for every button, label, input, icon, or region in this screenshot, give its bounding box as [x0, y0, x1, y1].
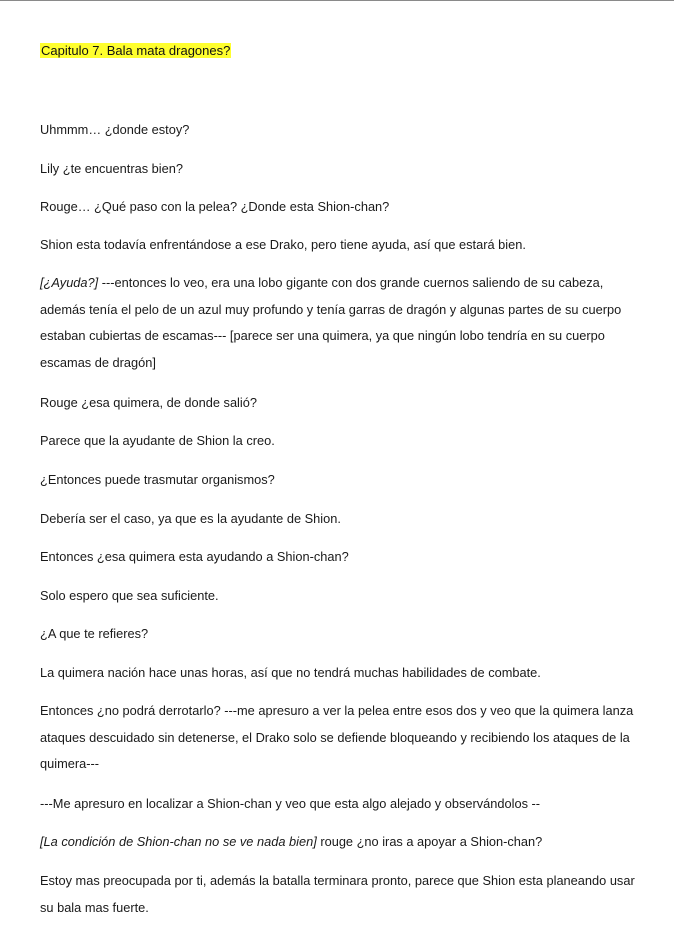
paragraph-8	[40, 467, 640, 494]
page-top-border	[0, 0, 674, 1]
paragraph-9	[40, 506, 640, 533]
paragraph-italic-text: [¿Ayuda?]	[40, 275, 99, 290]
paragraph-4	[40, 232, 640, 259]
paragraph-text: Parece que la ayudante de Shion la creo.	[40, 433, 275, 448]
paragraph-text: ---entonces lo veo, era una lobo gigante con dos grande cuernos saliendo de su cabeza, además tenía el pelo de un azul muy profundo y tenía garras de dragón y algunas partes de su cuerpo estaban cubiertas de escamas--- [parece ser una quimera, ya que ningún lobo tendría en su cuerpo escamas de dragón]	[40, 275, 622, 370]
chapter-title: Capitulo 7. Bala mata dragones?	[41, 43, 231, 58]
paragraph-16	[40, 829, 640, 856]
paragraph-text: La quimera nación hace unas horas, así que no tendrá muchas habilidades de combate.	[40, 665, 541, 680]
paragraph-text: Entonces ¿esa quimera esta ayudando a Shion-chan?	[40, 549, 349, 564]
paragraph-text: ¿A que te refieres?	[40, 626, 149, 641]
chapter-heading	[40, 42, 231, 59]
paragraph-text: Shion esta todavía enfrentándose a ese Drako, pero tiene ayuda, así que estará bien.	[40, 237, 526, 252]
paragraph-14	[40, 698, 640, 778]
paragraph-3	[40, 194, 640, 221]
paragraph-text: Rouge… ¿Qué paso con la pelea? ¿Donde esta Shion-chan?	[40, 199, 390, 214]
paragraph-text: rouge ¿no iras a apoyar a Shion-chan?	[316, 834, 543, 849]
paragraph-text: Estoy mas preocupada por ti, además la batalla terminara pronto, parece que Shion esta planeando usar su bala mas fuerte.	[40, 873, 635, 915]
paragraph-text: ---Me apresuro en localizar a Shion-chan y veo que esta algo alejado y observándolos --	[40, 796, 541, 811]
paragraph-text: Lily ¿te encuentras bien?	[40, 161, 183, 176]
paragraph-17	[40, 868, 640, 921]
paragraph-text: Rouge ¿esa quimera, de donde salió?	[40, 395, 257, 410]
paragraph-text: Debería ser el caso, ya que es la ayudante de Shion.	[40, 511, 341, 526]
paragraph-13	[40, 660, 640, 687]
paragraph-7	[40, 428, 640, 455]
paragraph-10	[40, 544, 640, 571]
paragraph-5	[40, 270, 640, 376]
paragraph-1	[40, 117, 640, 144]
paragraph-2	[40, 156, 640, 183]
paragraph-12	[40, 621, 640, 648]
paragraph-text: Entonces ¿no podrá derrotarlo? ---me apresuro a ver la pelea entre esos dos y veo que la quimera lanza ataques descuidado sin detenerse, el Drako solo se defiende bloqueando y recibiendo los ataques de la quimera---	[40, 703, 634, 771]
paragraph-15	[40, 791, 640, 818]
paragraph-text: Solo espero que sea suficiente.	[40, 588, 219, 603]
paragraph-italic-text: [La condición de Shion-chan no se ve nada bien]	[40, 834, 317, 849]
paragraph-6	[40, 390, 640, 417]
paragraph-text: Uhmmm… ¿donde estoy?	[40, 122, 190, 137]
paragraph-11	[40, 583, 640, 610]
paragraph-text: ¿Entonces puede trasmutar organismos?	[40, 472, 275, 487]
